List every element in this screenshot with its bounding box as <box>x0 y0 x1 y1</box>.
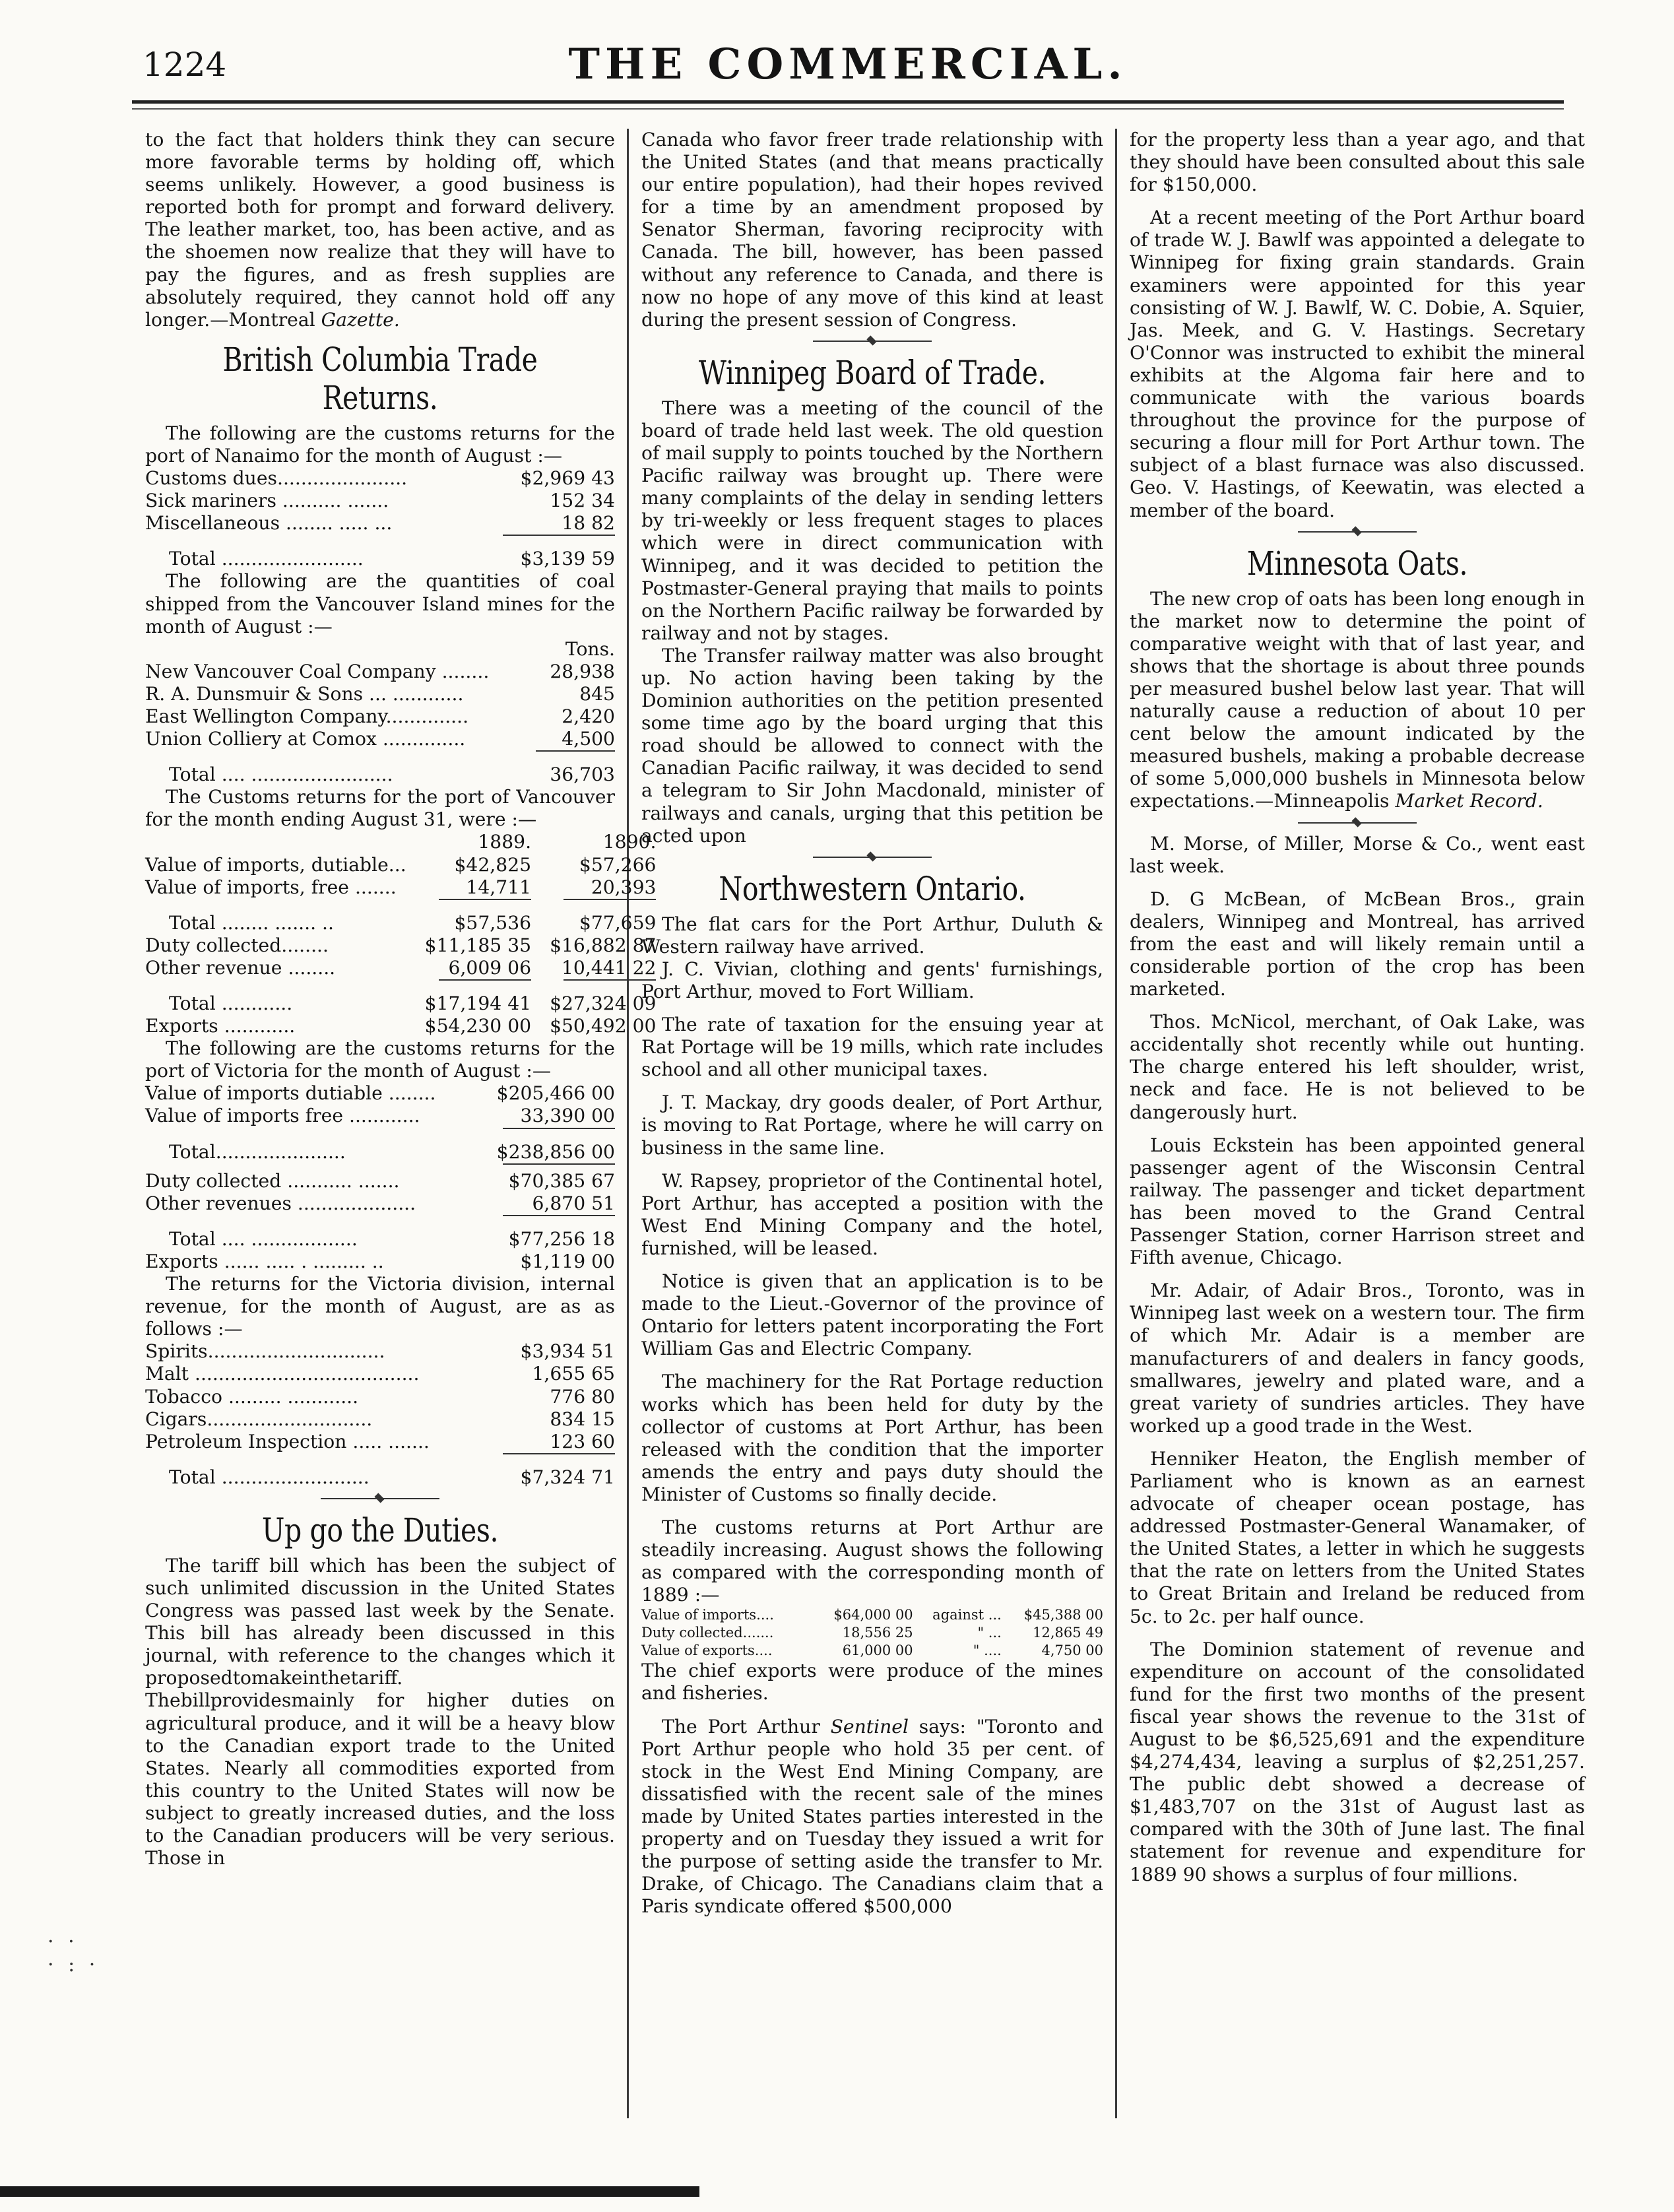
spacer <box>145 979 406 986</box>
row-label: Total <box>169 1466 216 1488</box>
row-amount: 834 15 <box>550 1408 615 1430</box>
header-rule-thin <box>132 108 1564 110</box>
nwo-paragraph-6: Notice is given that an application is to be made to the Lieut.-Governor of the province of Ontario for letters patent incorporating the Fort William Gas and Electric Company. <box>641 1270 1103 1360</box>
small-row <box>641 1624 1103 1642</box>
divider-ornament <box>374 1493 384 1503</box>
row-label: Cigars <box>145 1408 207 1430</box>
divider-ornament <box>866 851 876 861</box>
leader-dots: ....... <box>354 876 397 898</box>
section-divider <box>813 857 932 861</box>
row-label: Total <box>169 1227 216 1250</box>
sentinel-source: Sentinel <box>830 1715 909 1738</box>
spacer <box>145 899 406 905</box>
sum-rule-cell <box>406 899 531 905</box>
total-row <box>145 986 656 1015</box>
leader-dots: .......... ....... <box>282 490 389 512</box>
sum-rule-cell <box>492 1128 615 1134</box>
leader-dots: ........ <box>288 956 336 979</box>
headline-up-go-the-duties: Up go the Duties. <box>261 1511 499 1549</box>
leader-dots: ........ ..... ... <box>286 512 393 535</box>
ledger-row <box>145 876 656 899</box>
ledger-row <box>145 490 615 512</box>
ledger-label <box>145 705 536 728</box>
ledger-row <box>145 957 656 979</box>
leader-dots: .............. <box>382 728 466 750</box>
column-2 <box>641 129 1103 2115</box>
ledger-label <box>145 1431 503 1453</box>
ledger-row <box>145 1082 615 1105</box>
leader-dots: ..... ....... <box>352 1430 430 1452</box>
ledger-label <box>145 905 406 934</box>
sum-rule <box>439 979 531 981</box>
year-header-row <box>145 831 656 853</box>
ledger-label <box>145 1221 492 1251</box>
row-amount: $57,266 <box>579 853 657 876</box>
ledger-label <box>145 1340 503 1363</box>
row-amount: $42,825 <box>454 853 532 876</box>
leader-dots: ........ <box>388 1082 436 1105</box>
leader-dots: ........ ....... .. <box>221 911 334 934</box>
row-label: Value of imports, free <box>145 876 349 898</box>
masthead: THE COMMERCIAL. <box>568 40 1128 89</box>
margin-specks: · · · : · <box>48 1930 100 1976</box>
ledger-row <box>145 934 656 957</box>
spacer <box>1130 1124 1585 1134</box>
ledger-row <box>145 1170 615 1192</box>
row-amount: $54,230 00 <box>424 1015 532 1037</box>
total-row <box>145 757 615 786</box>
ledger-label <box>145 854 406 876</box>
total-row <box>145 905 656 934</box>
ledger-row <box>145 1386 615 1408</box>
row-amount: 4,500 <box>562 728 615 750</box>
year-header: 1889. <box>478 831 532 853</box>
row-amount: 33,390 00 <box>520 1105 615 1127</box>
sum-rule-row <box>145 1215 615 1221</box>
sum-rule-cell <box>492 1163 615 1170</box>
leader-dots: .... .................. <box>221 1227 358 1250</box>
section-divider <box>1298 822 1417 826</box>
leader-dots: ...................... <box>215 1140 346 1163</box>
row-label: Sick mariners <box>145 490 276 512</box>
total-row <box>145 1460 615 1489</box>
row-amount: $205,466 00 <box>496 1082 615 1105</box>
row-amount: $11,185 35 <box>424 934 532 956</box>
ledger-label <box>145 1082 492 1105</box>
row-amount: $7,324 71 <box>520 1466 615 1488</box>
row-label: Value of imports dutiable <box>145 1082 383 1105</box>
bottom-scan-bar <box>0 2186 699 2197</box>
spacer <box>145 1215 492 1221</box>
leader-dots: .................... <box>297 1192 416 1214</box>
spacer <box>145 535 503 541</box>
header-rule-thick <box>132 100 1564 104</box>
ledger-label <box>145 1386 503 1408</box>
sum-rule-cell <box>492 1215 615 1221</box>
row-amount: $17,194 41 <box>424 992 532 1014</box>
sum-rule-cell <box>503 535 615 541</box>
total-row <box>145 1221 615 1251</box>
spacer <box>1130 1269 1585 1280</box>
ledger-label <box>145 683 536 705</box>
row-label: Spirits <box>145 1340 208 1363</box>
spacer <box>145 1128 492 1134</box>
row-label: East Wellington Company <box>145 705 386 727</box>
row-amount: 28,938 <box>550 660 615 682</box>
wbt-paragraph-2: The Transfer railway matter was also brought up. No action having been taking by the Dominion authorities on the petition presented some time ago by the board urging that this road should be allowed to connect with the Canadian Pacific railway, it was decided to send a telegram to Sir John Macdonald, minister of railways and canals, urging that this petition be acted upon <box>641 644 1103 847</box>
small-label: Value of exports.... <box>641 1643 773 1659</box>
headline-minnesota-oats: Minnesota Oats. <box>1246 544 1468 583</box>
internal-revenue-intro: The returns for the Victoria division, internal revenue, for the month of August, are as as follows :— <box>145 1273 615 1340</box>
spacer <box>641 1506 1103 1516</box>
ledger-row <box>145 854 656 876</box>
row-amount: 36,703 <box>550 764 615 786</box>
ledger-label <box>145 541 503 570</box>
ledger-row <box>145 661 615 683</box>
row-label: Customs dues <box>145 467 277 490</box>
sentinel-quote: says: "Toronto and Port Arthur people who hold 35 per cent. of stock in the West End Mining Company, are dissatisfied with the recent sale of the mines made by United States parties interested in the property and on Tuesday they issued a writ for the purpose of setting aside the transfer to Mr. Drake, of Chicago. The Canadians claim that a Paris syndicate offered $500,000 <box>641 1715 1103 1918</box>
sum-rule <box>503 535 615 536</box>
sum-rule <box>503 1128 615 1129</box>
row-label: Duty collected <box>145 1169 282 1192</box>
ledger-row <box>145 1251 615 1273</box>
leader-dots: ... <box>388 853 406 876</box>
leadin-source: Gazette. <box>321 308 400 331</box>
spacer <box>1130 1628 1585 1639</box>
row-label: Other revenue <box>145 956 282 979</box>
sum-rule-row <box>145 1453 615 1460</box>
item-mcbean: D. G McBean, of McBean Bros., grain dealers, Winnipeg and Montreal, has arrived from the east and will likely remain until a considerable portion of the crop has been marketed. <box>1130 888 1585 1000</box>
row-amount: 14,711 <box>466 876 532 898</box>
headline-northwestern-ontario: Northwestern Ontario. <box>719 869 1026 908</box>
nwo-paragraph-5: W. Rapsey, proprietor of the Continental hotel, Port Arthur, has accepted a position with the West End Mining Company and the hotel, furnished, will be leased. <box>641 1169 1103 1259</box>
sum-rule <box>439 899 531 900</box>
leader-dots: ......................... <box>221 1466 370 1488</box>
small-mid: " .... <box>973 1643 1002 1659</box>
row-amount: 18 82 <box>562 512 615 535</box>
row-label: Total <box>169 548 216 570</box>
ledger-row <box>145 1431 615 1453</box>
leader-dots: ........... ....... <box>287 1169 400 1192</box>
ledger-row <box>145 1408 615 1431</box>
small-amount: 18,556 25 <box>842 1625 913 1641</box>
sum-rule <box>503 1453 615 1454</box>
coal-table <box>145 661 615 786</box>
sum-rule-row <box>145 899 656 905</box>
duties-body: The tariff bill which has been the subject of such unlimited discussion in the United States Congress was passed last week by the Senate. This bill has already been discussed in this journal, with reference to the changes which it proposedtomakeinthetariff. Thebillprovidesmainly for higher duties on agricultural produce, and it will be a heavy blow to the Canadian export trade to the United States. Nearly all commodities exported from this country to the United States will now be subject to greatly increased duties, and the loss to the Canadian producers will be very serious. Those in <box>145 1554 615 1870</box>
spacer <box>1130 196 1585 207</box>
oats-body <box>1130 588 1585 813</box>
sum-rule-cell <box>536 750 615 757</box>
ledger-label <box>145 1408 503 1431</box>
oats-source: Market Record. <box>1395 790 1543 812</box>
sum-rule-row <box>145 535 615 541</box>
small-amount: $45,388 00 <box>1023 1607 1103 1623</box>
ledger-label <box>145 986 406 1015</box>
leader-dots: ...................... <box>276 467 408 490</box>
small-label: Value of imports.... <box>641 1607 774 1623</box>
ledger-row <box>145 1015 656 1037</box>
port-arthur-returns-table <box>641 1606 1103 1660</box>
vancouver-table <box>145 831 656 1037</box>
item-dominion-statement: The Dominion statement of revenue and expenditure on account of the consolidated fund for the first two months of the present fiscal year shows the revenue to the 31st of August to be $6,525,691 and the expenditure $4,274,434, leaving a surplus of $2,251,257. The public debt showed a decrease of $1,483,707 on the 31st of August last as compared with the 30th of June last. The final statement for revenue and expenditure for 1889 90 shows a surplus of four millions. <box>1130 1638 1585 1885</box>
nwo-paragraph-3: The rate of taxation for the ensuing year at Rat Portage will be 19 mills, which rate includes school and all other municipal taxes. <box>641 1014 1103 1081</box>
row-label: Other revenues <box>145 1192 292 1214</box>
ledger-label <box>145 1015 406 1037</box>
port-arthur-board-paragraph: At a recent meeting of the Port Arthur board of trade W. J. Bawlf was appointed a delegate to Winnipeg for fixing grain standards. Grain examiners were appointed for this year consisting of W. J. Bawlf, W. C. Dobie, A. Squier, Jas. Meek, and G. V. Hastings. Secretary O'Connor was instructed to exhibit the mineral exhibits at the Algoma fair here and to communicate with the various boards throughout the province for the purpose of securing a flour mill for Port Arthur town. The subject of a blast furnace was also discussed. Geo. V. Hastings, of Keewatin, was elected a member of the board. <box>1130 207 1585 521</box>
bc-intro: The following are the customs returns for the port of Nanaimo for the month of August :— <box>145 422 615 467</box>
leader-dots: ............................ <box>207 1408 373 1430</box>
small-mid: " ... <box>977 1625 1002 1641</box>
section-divider <box>1298 531 1417 535</box>
leader-dots: ......... ............ <box>228 1385 359 1408</box>
row-label: Duty collected <box>145 934 282 956</box>
ledger-label <box>145 757 536 786</box>
nwo-paragraph-1: The flat cars for the Port Arthur, Duluth & Western railway have arrived. <box>641 913 1103 958</box>
row-label: Exports <box>145 1015 218 1037</box>
divider-ornament <box>866 335 876 345</box>
section-divider <box>813 341 932 344</box>
ledger-label <box>145 1192 492 1215</box>
row-label: New Vancouver Coal Company <box>145 660 436 682</box>
row-amount: $27,324 09 <box>550 992 657 1014</box>
coal-intro: The following are the quantities of coal shipped from the Vancouver Island mines for the month of August :— <box>145 570 615 637</box>
row-label: R. A. Dunsmuir & Sons <box>145 682 364 705</box>
headline-bc-trade-returns: British Columbia Trade Returns. <box>222 340 538 417</box>
ledger-row <box>145 683 615 705</box>
page-header <box>132 38 1564 117</box>
sum-rule-row <box>145 1128 615 1134</box>
ledger-label <box>145 1251 492 1273</box>
ledger-row <box>145 1340 615 1363</box>
victoria-intro: The following are the customs returns for the port of Victoria for the month of August :— <box>145 1037 615 1082</box>
nwo-paragraph-2: J. C. Vivian, clothing and gents' furnishings, Port Arthur, moved to Fort William. <box>641 958 1103 1002</box>
row-label: Total <box>169 764 216 786</box>
row-label: Union Colliery at Comox <box>145 728 377 750</box>
small-amount: $64,000 00 <box>833 1607 913 1623</box>
spacer <box>641 1159 1103 1170</box>
divider-ornament <box>1351 817 1361 827</box>
sum-rule-cell <box>531 979 656 986</box>
oats-text: The new crop of oats has been long enough in the market now to determine the point of comparative weight with that of last year, and shows that the shortage is about three pounds per measured bushel below last year. That will naturally cause a reduction of about 10 per cent below the amount indicated by the measured bushels, making a probable decrease of some 5,000,000 bushels in Minnesota below expectations.—Minneapolis <box>1130 587 1585 812</box>
leader-dots: ...... ..... . ......... .. <box>224 1250 384 1272</box>
row-amount: $238,856 00 <box>496 1140 615 1163</box>
leader-dots: .... ........................ <box>221 764 393 786</box>
nwo-paragraph-7: The machinery for the Rat Portage reduction works which has been held for duty by the collector of customs at Port Arthur, has been released with the condition that the importer amends the entry and pays duty should the Minister of Customs so finally decide. <box>641 1371 1103 1505</box>
divider-ornament <box>1351 526 1361 536</box>
article-continuation <box>145 129 615 331</box>
row-amount: 20,393 <box>591 876 657 898</box>
spacer <box>1130 1000 1585 1011</box>
row-label: Value of imports free <box>145 1105 344 1127</box>
sum-rule-row <box>145 750 615 757</box>
ledger-row <box>145 705 615 728</box>
ledger-label <box>145 1363 503 1385</box>
article-continuation: Canada who favor freer trade relationship with the United States (and that means practically our entire population), had their hopes revived for a time by an amendment proposed by Senator Sherman, favoring reciprocity with Canada. The bill, however, has been passed without any reference to Canada, and there is now no hope of any move of this kind at least during the present session of Congress. <box>641 129 1103 331</box>
row-amount: 845 <box>579 682 615 705</box>
ledger-label <box>145 490 503 512</box>
ledger-label <box>145 876 406 899</box>
small-amount: 61,000 00 <box>842 1643 913 1659</box>
row-amount: 6,009 06 <box>448 956 532 979</box>
leader-dots: .............................. <box>207 1340 385 1363</box>
row-label: Total <box>169 1140 216 1163</box>
spacer <box>1130 878 1585 888</box>
row-label: Total <box>169 992 216 1014</box>
wbt-paragraph-1: There was a meeting of the council of the board of trade held last week. The old question of mail supply to points touched by the Northern Pacific railway was brought up. There were many complaints of the delay in sending letters by tri-weekly or less frequent stages to places which were in direct communication with Winnipeg, and it was decided to petition the Postmaster-General praying that mails to points on the Northern Pacific railway be forwarded by railway and not by stages. <box>641 397 1103 644</box>
spacer <box>145 831 406 853</box>
spacer <box>1130 1437 1585 1448</box>
row-amount: $50,492 00 <box>550 1015 657 1037</box>
vancouver-intro: The Customs returns for the port of Vancouver for the month ending August 31, were :— <box>145 786 615 831</box>
nanaimo-table <box>145 467 615 570</box>
row-amount: $16,882 87 <box>550 934 657 956</box>
row-label: Malt <box>145 1363 189 1385</box>
ledger-label <box>145 661 536 683</box>
total-row <box>145 541 615 570</box>
row-amount: $77,659 <box>579 911 657 934</box>
sum-rule <box>503 1215 615 1216</box>
sum-rule-cell <box>531 899 656 905</box>
leader-dots: ... ............ <box>369 682 464 705</box>
leadin-text: to the fact that holders think they can secure more favorable terms by holding off, which seems unlikely. However, a good business is reported both for prompt and forward delivery. The leather market, too, has been active, and as the shoemen now realize that they will have to pay the figures, and as fresh supplies are absolutely required, they cannot hold off any longer.—Montreal <box>145 129 615 331</box>
leader-dots: ........................ <box>221 548 364 570</box>
column-rule-2 <box>1115 129 1117 2118</box>
sum-rule-row <box>145 1163 615 1170</box>
ledger-label <box>145 467 503 490</box>
sum-rule <box>536 750 615 752</box>
row-amount: $3,934 51 <box>520 1340 615 1363</box>
spacer <box>641 1705 1103 1716</box>
sum-rule-cell <box>406 979 531 986</box>
nwo-paragraph-10 <box>641 1716 1103 1918</box>
leader-dots: ............ <box>221 992 293 1014</box>
row-label: Exports <box>145 1250 218 1272</box>
spacer <box>145 750 536 757</box>
sum-rule-cell <box>503 1453 615 1460</box>
spacer <box>145 1163 492 1170</box>
row-amount: 6,870 51 <box>532 1192 615 1214</box>
ledger-row <box>145 512 615 535</box>
row-amount: 776 80 <box>550 1385 615 1408</box>
row-amount: $57,536 <box>454 911 532 934</box>
ledger-label <box>145 1105 492 1127</box>
row-amount: 1,655 65 <box>532 1363 615 1385</box>
nwo-paragraph-4: J. T. Mackay, dry goods dealer, of Port Arthur, is moving to Rat Portage, where he will carry on business in the same line. <box>641 1091 1103 1159</box>
leader-dots: ............ <box>224 1015 296 1037</box>
year-header: 1890. <box>602 831 657 853</box>
spacer <box>641 1360 1103 1371</box>
row-amount: 123 60 <box>550 1430 615 1452</box>
sum-rule-row <box>145 979 656 986</box>
spacer <box>641 1003 1103 1014</box>
sentinel-lead: The Port Arthur <box>662 1715 820 1738</box>
row-amount: $70,385 67 <box>508 1169 615 1192</box>
row-label: Value of imports, dutiable <box>145 853 389 876</box>
ledger-label <box>145 512 503 535</box>
ledger-row <box>145 467 615 490</box>
article-continuation: for the property less than a year ago, and that they should have been consulted about this sale for $150,000. <box>1130 129 1585 196</box>
ledger-label <box>145 957 406 979</box>
leader-dots: .............. <box>385 705 469 727</box>
row-label: Total <box>169 911 216 934</box>
coal-unit: Tons. <box>565 637 615 660</box>
victoria-table <box>145 1082 615 1273</box>
row-amount: $1,119 00 <box>520 1250 615 1272</box>
row-amount: $2,969 43 <box>520 467 615 490</box>
item-morse: M. Morse, of Miller, Morse & Co., went east last week. <box>1130 832 1585 877</box>
ledger-row <box>145 1105 615 1127</box>
sum-rule <box>503 1163 615 1165</box>
ledger-label <box>145 1460 503 1489</box>
ledger-label <box>145 934 406 957</box>
row-amount: 152 34 <box>550 490 615 512</box>
section-divider <box>321 1498 439 1502</box>
item-eckstein: Louis Eckstein has been appointed general passenger agent of the Wisconsin Central railway. The passenger and ticket department has been moved to the Grand Central Passenger Station, corner Harrison street and Fifth avenue, Chicago. <box>1130 1134 1585 1269</box>
ledger-row <box>145 728 615 750</box>
small-amount: 4,750 00 <box>1041 1643 1103 1659</box>
spacer <box>641 1260 1103 1270</box>
total-row <box>145 1134 615 1163</box>
leader-dots: ............ <box>348 1105 420 1127</box>
small-row <box>641 1642 1103 1660</box>
small-amount: 12,865 49 <box>1033 1625 1103 1641</box>
column-1 <box>145 129 657 2115</box>
headline-winnipeg-board-of-trade: Winnipeg Board of Trade. <box>698 353 1046 392</box>
row-label: Tobacco <box>145 1385 222 1408</box>
row-amount: 2,420 <box>562 705 615 727</box>
column-3 <box>1130 129 1585 2115</box>
spacer <box>145 1453 503 1460</box>
ledger-row <box>145 1192 615 1215</box>
row-label: Miscellaneous <box>145 512 280 535</box>
nwo-paragraph-8: The customs returns at Port Arthur are steadily increasing. August shows the following as compared with the corresponding month of 1889 :— <box>641 1516 1103 1606</box>
internal-revenue-table <box>145 1340 615 1489</box>
leader-dots: ........ <box>441 660 490 682</box>
small-row <box>641 1606 1103 1624</box>
leader-dots: ........ <box>281 934 329 956</box>
item-heaton: Henniker Heaton, the English member of Parliament who is known as an earnest advocate of cheaper ocean postage, has addressed Postmaster-General Wanamaker, of the United States, a letter in which he suggests that the rate on letters from the United States to Great Britain and Ireland be reduced from 5c. to 2c. per half ounce. <box>1130 1447 1585 1627</box>
column-rule-1 <box>627 129 629 2118</box>
ledger-label <box>145 1170 492 1192</box>
ledger-row <box>145 1363 615 1385</box>
spacer <box>641 1081 1103 1091</box>
row-amount: $3,139 59 <box>520 548 615 570</box>
ledger-label <box>145 1134 492 1163</box>
nwo-paragraph-9: The chief exports were produce of the mines and fisheries. <box>641 1660 1103 1705</box>
row-amount: $77,256 18 <box>508 1227 615 1250</box>
ledger-label <box>145 728 536 750</box>
small-label: Duty collected....... <box>641 1625 774 1641</box>
item-adair: Mr. Adair, of Adair Bros., Toronto, was in Winnipeg last week on a western tour. The firm of which Mr. Adair is a member are manufacturers of and dealers in fancy goods, smallwares, jewelry and plated ware, and a great variety of sundries articles. They have worked up a good trade in the West. <box>1130 1280 1585 1437</box>
page-number: 1224 <box>143 46 227 84</box>
row-amount: 10,441 22 <box>561 956 657 979</box>
leader-dots: ...................................... <box>194 1363 420 1385</box>
small-mid: against ... <box>932 1607 1002 1623</box>
row-label: Petroleum Inspection <box>145 1430 347 1452</box>
item-mcnicol: Thos. McNicol, merchant, of Oak Lake, was accidentally shot recently while out hunting. The charge entered his left shoulder, wrist, neck and face. He is not believed to be dangerously hurt. <box>1130 1011 1585 1123</box>
